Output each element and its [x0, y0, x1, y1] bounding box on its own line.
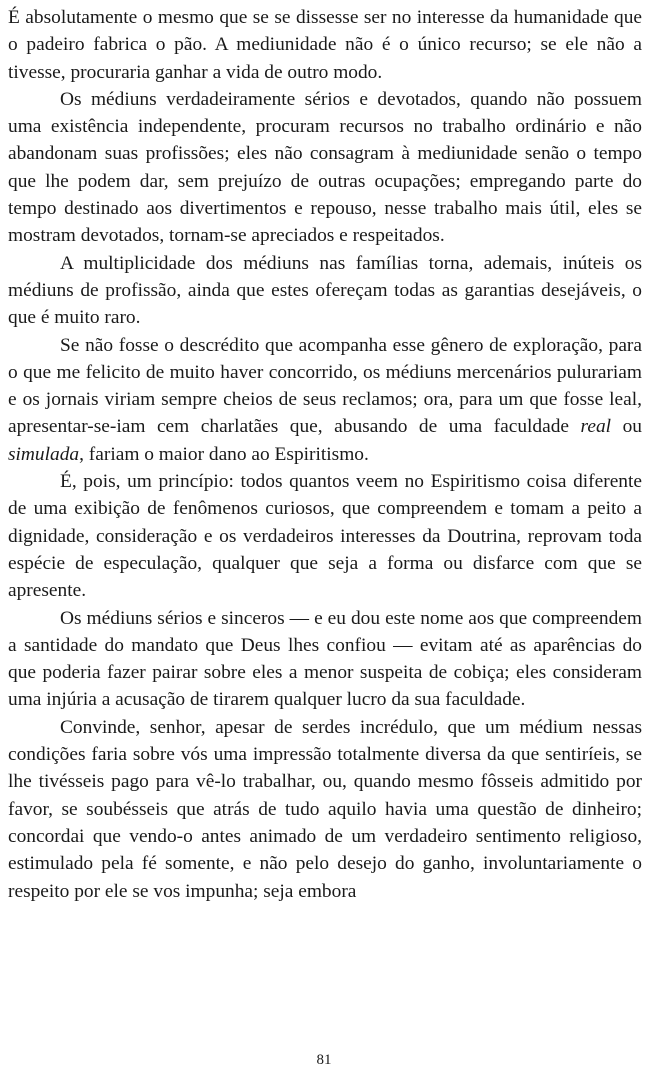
paragraph-2: Os médiuns verdadeiramente sérios e devotados, quando não possuem uma existência independente, procuram recursos no trabalho ordinário e não abandonam suas profissões; eles não consagram à mediunidade senão o tempo que lhe podem dar, sem prejuízo de outras ocupações; empregando parte do tempo destinado aos divertimentos e repouso, nesse trabalho mais útil, eles se mostram devotados, tornam-se apreciados e respeitados.	[8, 88, 642, 247]
paragraph-4-text-middle: ou	[611, 416, 642, 438]
paragraph-3: A multiplicidade dos médiuns nas famílias torna, ademais, inúteis os médiuns de profissão, ainda que estes ofereçam todas as garantias desejáveis, o que é muito raro.	[8, 252, 642, 329]
paragraph-4-text-start: Se não fosse o descrédito que acompanha esse gênero de exploração, para o que me felicito de muito haver concorrido, os médiuns mercenários pulurariam e os jornais viriam sempre cheios de seus reclamos; ora, para um que fosse leal, apresentar-se-iam cem charlatães que, abusando de uma faculdade	[8, 334, 642, 438]
emphasis-simulada: simulada	[8, 443, 80, 465]
paragraph-4	[8, 332, 642, 468]
paragraph-7: Convinde, senhor, apesar de serdes incrédulo, que um médium nessas condições faria sobre vós uma impressão totalmente diversa da que sentiríeis, se lhe tivésseis pago para vê-lo trabalhar, ou, quando mesmo fôsseis admitido por favor, se soubésseis que atrás de tudo aquilo havia uma questão de dinheiro; concordai que vendo-o antes animado de um verdadeiro sentimento religioso, estimulado pela fé somente, e não pelo desejo do ganho, involuntariamente o respeito por ele se vos impunha; seja embora	[8, 716, 642, 902]
page-number: 81	[316, 1052, 332, 1068]
page-body	[8, 4, 642, 905]
paragraph-5: É, pois, um princípio: todos quantos veem no Espiritismo coisa diferente de uma exibição de fenômenos curiosos, que compreendem e tomam a peito a dignidade, consideração e os verdadeiros interesses da Doutrina, reprovam toda espécie de especulação, qualquer que seja a forma ou disfarce com que se apresente.	[8, 471, 642, 602]
paragraph-6: Os médiuns sérios e sinceros — e eu dou este nome aos que compreendem a santidade do mandato que Deus lhes confiou — evitam até as aparências do que poderia fazer pairar sobre eles a menor suspeita de cobiça; eles consideram uma injúria a acusação de tirarem qualquer lucro da sua faculdade.	[8, 607, 642, 711]
paragraph-1: É absolutamente o mesmo que se se dissesse ser no interesse da humanidade que o padeiro fabrica o pão. A mediunidade não é o único recurso; se ele não a tivesse, procuraria ganhar a vida de outro modo.	[8, 7, 642, 83]
paragraph-4-text-end: , fariam o maior dano ao Espiritismo.	[79, 443, 369, 465]
emphasis-real: real	[580, 416, 612, 438]
